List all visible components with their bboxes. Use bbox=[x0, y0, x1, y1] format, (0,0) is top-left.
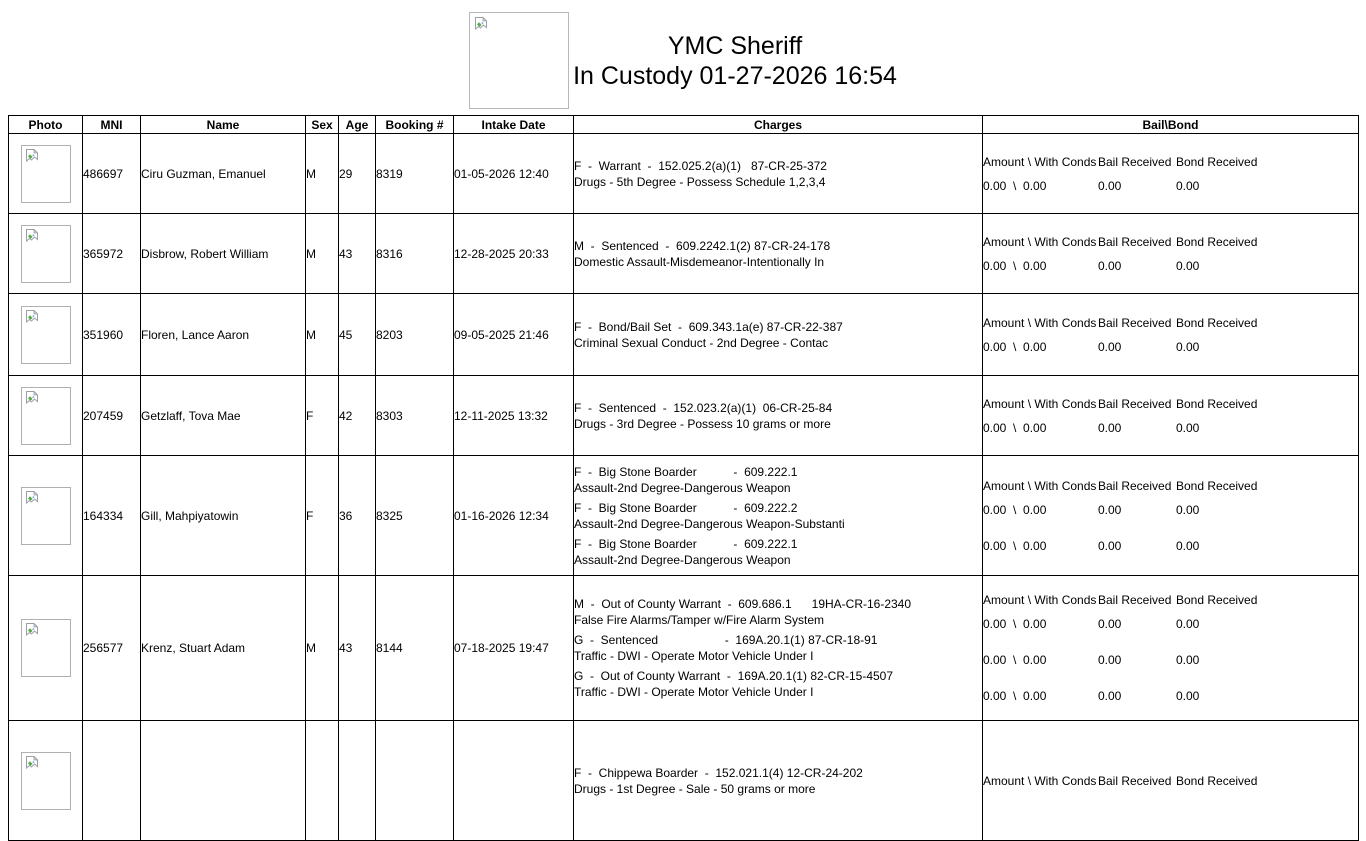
booking-cell bbox=[376, 721, 454, 841]
booking-cell: 8325 bbox=[376, 456, 454, 576]
charges-list bbox=[574, 765, 982, 797]
charge-item bbox=[574, 464, 982, 496]
charge-line1: F - Sentenced - 152.023.2(a)(1) 06-CR-25-84 bbox=[574, 400, 833, 415]
bail-line bbox=[983, 258, 1358, 274]
bail-received-value: 0.00 bbox=[1098, 502, 1122, 517]
bail-header bbox=[983, 234, 1358, 250]
intake-cell bbox=[454, 721, 574, 841]
column-header-mni: MNI bbox=[83, 116, 141, 134]
mni-cell bbox=[83, 721, 141, 841]
inmate-photo-placeholder bbox=[21, 487, 71, 545]
charge-line2: Drugs - 3rd Degree - Possess 10 grams or more bbox=[574, 416, 831, 431]
intake-cell: 09-05-2025 21:46 bbox=[454, 294, 574, 376]
booking-cell: 8203 bbox=[376, 294, 454, 376]
bond-received-value: 0.00 bbox=[1176, 689, 1200, 703]
mni-cell: 207459 bbox=[83, 376, 141, 456]
age-cell: 42 bbox=[339, 376, 376, 456]
bail-line bbox=[983, 616, 1358, 632]
bail-amount-value: 0.00 \ 0.00 bbox=[983, 420, 1047, 435]
age-cell: 29 bbox=[339, 134, 376, 214]
charge-item bbox=[574, 319, 982, 351]
charges-list bbox=[574, 158, 982, 190]
charge-line1: G - Out of County Warrant - 169A.20.1(1) 82-CR-15-4507 bbox=[574, 669, 894, 683]
age-cell: 36 bbox=[339, 456, 376, 576]
sex-cell: M bbox=[306, 294, 339, 376]
charge-item bbox=[574, 400, 982, 432]
charges-list bbox=[574, 596, 982, 700]
column-header-age: Age bbox=[339, 116, 376, 134]
inmate-photo-placeholder bbox=[21, 225, 71, 283]
agency-logo-placeholder bbox=[469, 12, 569, 109]
bail-lines bbox=[983, 502, 1358, 554]
bond-received-label: Bond Received bbox=[1176, 478, 1258, 493]
bail-cell bbox=[983, 576, 1359, 721]
bail-amount-value: 0.00 \ 0.00 bbox=[983, 258, 1047, 273]
bail-header bbox=[983, 592, 1358, 608]
bail-received-label: Bail Received bbox=[1098, 234, 1172, 249]
bond-received-label: Bond Received bbox=[1176, 234, 1258, 249]
roster-body bbox=[9, 134, 1359, 841]
broken-image-icon bbox=[24, 309, 40, 325]
charges-list bbox=[574, 464, 982, 568]
bail-line bbox=[983, 652, 1358, 668]
mni-cell: 365972 bbox=[83, 214, 141, 294]
bail-cell bbox=[983, 134, 1359, 214]
bail-cell bbox=[983, 294, 1359, 376]
charge-line2: Criminal Sexual Conduct - 2nd Degree - Contac bbox=[574, 335, 829, 350]
bond-received-label: Bond Received bbox=[1176, 396, 1258, 411]
header-row bbox=[9, 116, 1359, 134]
inmate-row bbox=[9, 456, 1359, 576]
column-header-name: Name bbox=[141, 116, 306, 134]
page-title-line1: YMC Sheriff bbox=[667, 31, 803, 60]
intake-cell: 07-18-2025 19:47 bbox=[454, 576, 574, 721]
bail-received-label: Bail Received bbox=[1098, 593, 1172, 607]
bail-received-value: 0.00 bbox=[1098, 178, 1122, 193]
bail-received-value: 0.00 bbox=[1098, 258, 1122, 273]
page-header bbox=[0, 0, 1366, 109]
charge-line2: Assault-2nd Degree-Dangerous Weapon bbox=[574, 480, 791, 495]
photo-cell bbox=[9, 294, 83, 376]
broken-image-icon bbox=[24, 228, 40, 244]
bail-received-value: 0.00 bbox=[1098, 339, 1122, 354]
inmate-row bbox=[9, 294, 1359, 376]
bail-line bbox=[983, 420, 1358, 436]
charge-line2: False Fire Alarms/Tamper w/Fire Alarm System bbox=[574, 613, 825, 627]
inmate-row bbox=[9, 376, 1359, 456]
bail-received-value: 0.00 bbox=[1098, 653, 1122, 667]
bond-received-value: 0.00 bbox=[1176, 502, 1200, 517]
photo-cell bbox=[9, 134, 83, 214]
bail-header bbox=[983, 773, 1358, 789]
column-header-charges: Charges bbox=[574, 116, 983, 134]
bail-cell bbox=[983, 456, 1359, 576]
bond-received-value: 0.00 bbox=[1176, 617, 1200, 631]
inmate-row bbox=[9, 214, 1359, 294]
bail-cell bbox=[983, 376, 1359, 456]
bail-lines bbox=[983, 616, 1358, 704]
intake-cell: 01-05-2026 12:40 bbox=[454, 134, 574, 214]
inmate-row bbox=[9, 721, 1359, 841]
charges-cell bbox=[574, 576, 983, 721]
inmate-photo-placeholder bbox=[21, 306, 71, 364]
broken-image-icon bbox=[473, 16, 489, 32]
charges-cell bbox=[574, 721, 983, 841]
bail-lines bbox=[983, 178, 1358, 194]
bond-received-value: 0.00 bbox=[1176, 339, 1200, 354]
page-title bbox=[573, 31, 897, 91]
bail-cell bbox=[983, 214, 1359, 294]
bond-received-label: Bond Received bbox=[1176, 773, 1258, 788]
name-cell: Getzlaff, Tova Mae bbox=[141, 376, 306, 456]
charge-item bbox=[574, 158, 982, 190]
booking-cell: 8303 bbox=[376, 376, 454, 456]
bail-amount-label: Amount \ With Conds bbox=[983, 478, 1097, 493]
bail-header bbox=[983, 315, 1358, 331]
booking-cell: 8144 bbox=[376, 576, 454, 721]
bond-received-value: 0.00 bbox=[1176, 258, 1200, 273]
bail-line bbox=[983, 688, 1358, 704]
charge-line1: F - Big Stone Boarder - 609.222.1 bbox=[574, 536, 798, 551]
roster-table bbox=[8, 115, 1359, 841]
age-cell: 43 bbox=[339, 214, 376, 294]
bail-amount-value: 0.00 \ 0.00 bbox=[983, 653, 1047, 667]
column-header-intake: Intake Date bbox=[454, 116, 574, 134]
charge-item bbox=[574, 668, 982, 700]
sex-cell: F bbox=[306, 456, 339, 576]
bail-header bbox=[983, 154, 1358, 170]
sex-cell: M bbox=[306, 134, 339, 214]
bond-received-label: Bond Received bbox=[1176, 593, 1258, 607]
charge-item bbox=[574, 632, 982, 664]
bail-received-value: 0.00 bbox=[1098, 617, 1122, 631]
bail-amount-value: 0.00 \ 0.00 bbox=[983, 339, 1047, 354]
column-header-photo: Photo bbox=[9, 116, 83, 134]
charges-cell bbox=[574, 456, 983, 576]
bail-line bbox=[983, 178, 1358, 194]
age-cell: 45 bbox=[339, 294, 376, 376]
name-cell bbox=[141, 721, 306, 841]
inmate-photo-placeholder bbox=[21, 619, 71, 677]
bail-lines bbox=[983, 420, 1358, 436]
bail-received-label: Bail Received bbox=[1098, 396, 1172, 411]
photo-cell bbox=[9, 576, 83, 721]
inmate-row bbox=[9, 134, 1359, 214]
sex-cell: F bbox=[306, 376, 339, 456]
bail-amount-label: Amount \ With Conds bbox=[983, 315, 1097, 330]
charges-cell bbox=[574, 294, 983, 376]
broken-image-icon bbox=[24, 622, 40, 638]
sex-cell: M bbox=[306, 214, 339, 294]
charge-line1: M - Sentenced - 609.2242.1(2) 87-CR-24-178 bbox=[574, 238, 831, 253]
charges-list bbox=[574, 238, 982, 270]
photo-cell bbox=[9, 721, 83, 841]
bail-line bbox=[983, 502, 1358, 518]
charge-line1: F - Bond/Bail Set - 609.343.1a(e) 87-CR-22-387 bbox=[574, 319, 843, 334]
bail-received-label: Bail Received bbox=[1098, 773, 1172, 788]
bail-received-label: Bail Received bbox=[1098, 478, 1172, 493]
charges-cell bbox=[574, 214, 983, 294]
mni-cell: 164334 bbox=[83, 456, 141, 576]
bail-amount-value: 0.00 \ 0.00 bbox=[983, 689, 1047, 703]
bail-lines bbox=[983, 339, 1358, 355]
charge-line1: F - Warrant - 152.025.2(a)(1) 87-CR-25-372 bbox=[574, 158, 827, 173]
charges-cell bbox=[574, 134, 983, 214]
bail-amount-value: 0.00 \ 0.00 bbox=[983, 502, 1047, 517]
charges-list bbox=[574, 400, 982, 432]
broken-image-icon bbox=[24, 390, 40, 406]
sex-cell bbox=[306, 721, 339, 841]
bail-amount-label: Amount \ With Conds bbox=[983, 593, 1097, 607]
bail-amount-value: 0.00 \ 0.00 bbox=[983, 178, 1047, 193]
charges-list bbox=[574, 319, 982, 351]
column-header-sex: Sex bbox=[306, 116, 339, 134]
inmate-photo-placeholder bbox=[21, 387, 71, 445]
bail-line bbox=[983, 339, 1358, 355]
charge-line2: Assault-2nd Degree-Dangerous Weapon bbox=[574, 552, 791, 567]
intake-cell: 12-11-2025 13:32 bbox=[454, 376, 574, 456]
intake-cell: 01-16-2026 12:34 bbox=[454, 456, 574, 576]
bail-received-label: Bail Received bbox=[1098, 154, 1172, 169]
charge-item bbox=[574, 596, 982, 628]
bond-received-value: 0.00 bbox=[1176, 420, 1200, 435]
photo-cell bbox=[9, 214, 83, 294]
inmate-photo-placeholder bbox=[21, 145, 71, 203]
charge-item bbox=[574, 765, 982, 797]
charge-line2: Domestic Assault-Misdemeanor-Intentionally In bbox=[574, 254, 825, 269]
photo-cell bbox=[9, 376, 83, 456]
bail-cell bbox=[983, 721, 1359, 841]
bail-amount-label: Amount \ With Conds bbox=[983, 154, 1097, 169]
bail-received-value: 0.00 bbox=[1098, 420, 1122, 435]
bail-amount-label: Amount \ With Conds bbox=[983, 396, 1097, 411]
charge-line2: Drugs - 5th Degree - Possess Schedule 1,2,3,4 bbox=[574, 174, 826, 189]
photo-cell bbox=[9, 456, 83, 576]
bail-amount-label: Amount \ With Conds bbox=[983, 773, 1097, 788]
bail-amount-value: 0.00 \ 0.00 bbox=[983, 538, 1047, 553]
column-header-booking: Booking # bbox=[376, 116, 454, 134]
age-cell: 43 bbox=[339, 576, 376, 721]
booking-cell: 8319 bbox=[376, 134, 454, 214]
bond-received-label: Bond Received bbox=[1176, 154, 1258, 169]
bail-amount-value: 0.00 \ 0.00 bbox=[983, 617, 1047, 631]
page-title-line2: In Custody 01-27-2026 16:54 bbox=[573, 61, 897, 90]
mni-cell: 486697 bbox=[83, 134, 141, 214]
charge-item bbox=[574, 500, 982, 532]
charge-item bbox=[574, 238, 982, 270]
charge-line1: F - Big Stone Boarder - 609.222.2 bbox=[574, 500, 798, 515]
charge-line2: Traffic - DWI - Operate Motor Vehicle Under I bbox=[574, 649, 814, 663]
bail-received-value: 0.00 bbox=[1098, 689, 1122, 703]
charges-cell bbox=[574, 376, 983, 456]
broken-image-icon bbox=[24, 755, 40, 771]
name-cell: Floren, Lance Aaron bbox=[141, 294, 306, 376]
charge-line1: F - Big Stone Boarder - 609.222.1 bbox=[574, 464, 798, 479]
mni-cell: 256577 bbox=[83, 576, 141, 721]
charge-line2: Traffic - DWI - Operate Motor Vehicle Under I bbox=[574, 685, 814, 699]
name-cell: Ciru Guzman, Emanuel bbox=[141, 134, 306, 214]
name-cell: Gill, Mahpiyatowin bbox=[141, 456, 306, 576]
bail-line bbox=[983, 538, 1358, 554]
charge-line1: F - Chippewa Boarder - 152.021.1(4) 12-CR-24-202 bbox=[574, 765, 863, 780]
bond-received-value: 0.00 bbox=[1176, 653, 1200, 667]
broken-image-icon bbox=[24, 148, 40, 164]
bail-lines bbox=[983, 258, 1358, 274]
bail-received-value: 0.00 bbox=[1098, 538, 1122, 553]
charge-line1: G - Sentenced - 169A.20.1(1) 87-CR-18-91 bbox=[574, 633, 878, 647]
bail-received-label: Bail Received bbox=[1098, 315, 1172, 330]
bail-header bbox=[983, 396, 1358, 412]
age-cell bbox=[339, 721, 376, 841]
bond-received-label: Bond Received bbox=[1176, 315, 1258, 330]
intake-cell: 12-28-2025 20:33 bbox=[454, 214, 574, 294]
booking-cell: 8316 bbox=[376, 214, 454, 294]
charge-line1: M - Out of County Warrant - 609.686.1 19HA-CR-16-2340 bbox=[574, 597, 912, 611]
charge-line2: Drugs - 1st Degree - Sale - 50 grams or more bbox=[574, 781, 816, 796]
broken-image-icon bbox=[24, 490, 40, 506]
column-header-bailbond: Bail\Bond bbox=[983, 116, 1359, 134]
bail-amount-label: Amount \ With Conds bbox=[983, 234, 1097, 249]
inmate-row bbox=[9, 576, 1359, 721]
mni-cell: 351960 bbox=[83, 294, 141, 376]
name-cell: Krenz, Stuart Adam bbox=[141, 576, 306, 721]
charge-line2: Assault-2nd Degree-Dangerous Weapon-Substanti bbox=[574, 516, 845, 531]
sex-cell: M bbox=[306, 576, 339, 721]
bond-received-value: 0.00 bbox=[1176, 538, 1200, 553]
bond-received-value: 0.00 bbox=[1176, 178, 1200, 193]
bail-header bbox=[983, 478, 1358, 494]
name-cell: Disbrow, Robert William bbox=[141, 214, 306, 294]
charge-item bbox=[574, 536, 982, 568]
inmate-photo-placeholder bbox=[21, 752, 71, 810]
